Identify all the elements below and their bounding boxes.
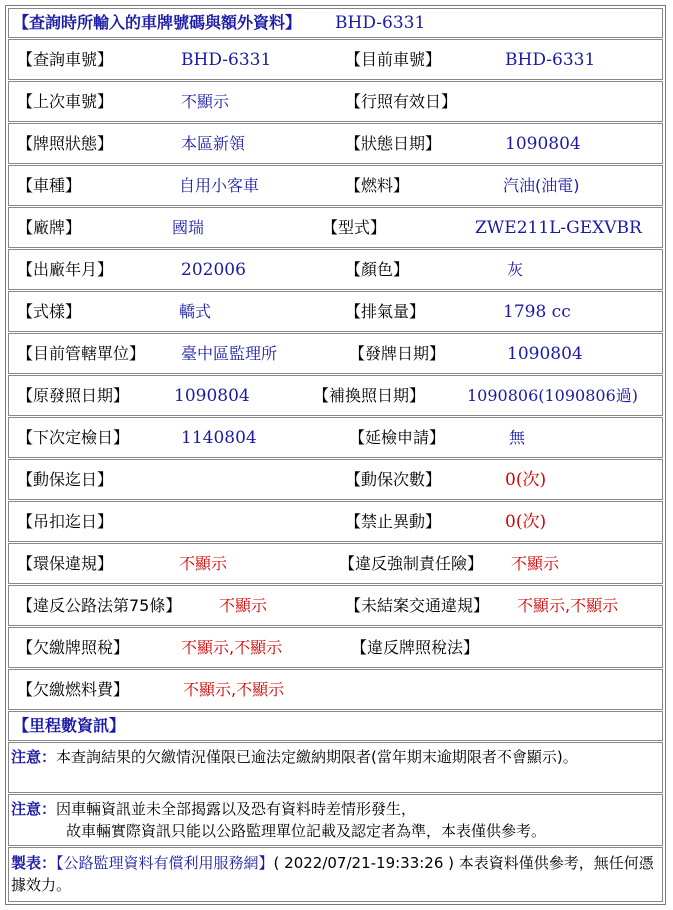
row-unpaid-license-tax <box>8 627 663 668</box>
label-vehicle-type: 【車種】 <box>17 176 82 195</box>
note-overdue-row <box>8 742 663 793</box>
value-insurance-violation: 不顯示 <box>511 554 560 573</box>
vehicle-info-table <box>5 5 666 905</box>
label-suspension-end: 【吊扣迄日】 <box>17 512 114 531</box>
row-vehicle-type <box>8 165 663 206</box>
label-unpaid-license-tax: 【欠繳牌照稅】 <box>17 638 130 657</box>
value-highway-act-violation: 不顯示 <box>219 596 268 615</box>
label-plate-status: 【牌照狀態】 <box>17 134 114 153</box>
value-color: 灰 <box>507 260 524 279</box>
value-body-style: 轎式 <box>179 302 212 321</box>
value-unsettled-traffic-violation: 不顯示,不顯示 <box>517 596 619 615</box>
label-lien-end: 【動保迄日】 <box>17 470 114 489</box>
footer-row <box>8 847 663 902</box>
label-manufacture-date: 【出廠年月】 <box>17 260 114 279</box>
note-disclaimer-key: 注意： <box>11 800 57 818</box>
label-original-license-date: 【原發照日期】 <box>17 386 130 405</box>
value-previous-plate: 不顯示 <box>181 92 230 111</box>
label-license-tax-violation: 【違反牌照稅法】 <box>351 638 480 657</box>
label-status-date: 【狀態日期】 <box>345 134 442 153</box>
label-lien-count: 【動保次數】 <box>345 470 442 489</box>
note-disclaimer <box>11 798 659 842</box>
value-jurisdiction: 臺中區監理所 <box>181 344 278 363</box>
row-lien-end <box>8 459 663 500</box>
note-overdue-text: 本查詢結果的欠繳情況僅限已逾法定繳納期限者(當年期末逾期限者不會顯示)。 <box>56 748 578 766</box>
row-query-plate <box>8 39 663 80</box>
value-plate-status: 本區新領 <box>181 134 246 153</box>
row-environmental-violation <box>8 543 663 584</box>
label-issue-date: 【發牌日期】 <box>349 344 446 363</box>
row-body-style <box>8 291 663 332</box>
row-jurisdiction <box>8 333 663 374</box>
row-highway-act-violation <box>8 585 663 626</box>
label-transfer-ban: 【禁止異動】 <box>345 512 442 531</box>
label-model: 【型式】 <box>322 218 387 237</box>
value-current-plate: BHD-6331 <box>505 50 596 70</box>
label-current-plate: 【目前車號】 <box>345 50 442 69</box>
label-environmental-violation: 【環保違規】 <box>17 554 114 573</box>
row-original-license-date <box>8 375 663 416</box>
title-plate: BHD-6331 <box>335 13 426 33</box>
label-inspection-extension: 【延檢申請】 <box>349 428 446 447</box>
row-manufacture-date <box>8 249 663 290</box>
title-row <box>8 8 663 38</box>
note-disclaimer-row <box>8 794 663 846</box>
value-vehicle-type: 自用小客車 <box>179 176 260 195</box>
mileage-header: 【里程數資訊】 <box>13 716 126 735</box>
row-suspension-end <box>8 501 663 542</box>
footer-note <box>11 852 659 896</box>
label-jurisdiction: 【目前管轄單位】 <box>17 344 146 363</box>
label-fuel: 【燃料】 <box>345 176 410 195</box>
value-manufacture-date: 202006 <box>181 260 246 280</box>
label-query-plate: 【查詢車號】 <box>17 50 114 69</box>
value-original-license-date: 1090804 <box>174 386 250 406</box>
label-displacement: 【排氣量】 <box>345 302 426 321</box>
label-body-style: 【式樣】 <box>17 302 82 321</box>
label-unpaid-fuel-fee: 【欠繳燃料費】 <box>17 680 130 699</box>
value-unpaid-license-tax: 不顯示,不顯示 <box>181 638 283 657</box>
label-reissue-date: 【補換照日期】 <box>313 386 426 405</box>
value-transfer-ban: 0(次) <box>505 512 547 532</box>
footer-key: 製表： <box>11 854 57 872</box>
label-insurance-violation: 【違反強制責任險】 <box>339 554 484 573</box>
note-disclaimer-line2: 故車輛實際資訊只能以公路監理單位記載及認定者為準，本表僅供參考。 <box>66 822 547 840</box>
row-brand <box>8 207 663 248</box>
label-color: 【顏色】 <box>345 260 410 279</box>
note-disclaimer-line1: 因車輛資訊並未全部揭露以及恐有資料時差情形發生， <box>56 800 417 818</box>
row-next-inspection <box>8 417 663 458</box>
value-brand: 國瑞 <box>172 218 205 237</box>
label-next-inspection: 【下次定檢日】 <box>17 428 130 447</box>
row-previous-plate <box>8 81 663 122</box>
footer-text: ( 2022/07/21-19:33:26 ) 本表資料僅供參考，無任何憑據效力。 <box>11 854 654 894</box>
value-environmental-violation: 不顯示 <box>179 554 228 573</box>
value-next-inspection: 1140804 <box>181 428 257 448</box>
value-fuel: 汽油(油電) <box>503 176 580 195</box>
footer-source: 【公路監理資料有償利用服務網】 <box>56 854 274 872</box>
value-issue-date: 1090804 <box>507 344 583 364</box>
label-brand: 【廠牌】 <box>17 218 82 237</box>
note-overdue <box>11 746 659 768</box>
label-license-valid-date: 【行照有效日】 <box>345 92 458 111</box>
mileage-header-row <box>8 711 663 741</box>
value-reissue-date: 1090806(1090806過) <box>467 386 639 405</box>
row-plate-status <box>8 123 663 164</box>
row-unpaid-fuel-fee <box>8 669 663 710</box>
title-prefix: 【查詢時所輸入的車牌號碼與額外資料】 <box>13 13 302 32</box>
value-displacement: 1798 cc <box>503 302 571 322</box>
value-lien-count: 0(次) <box>505 470 547 490</box>
value-query-plate: BHD-6331 <box>181 50 272 70</box>
value-model: ZWE211L-GEXVBR <box>475 218 642 238</box>
label-unsettled-traffic-violation: 【未結案交通違規】 <box>345 596 490 615</box>
label-previous-plate: 【上次車號】 <box>17 92 114 111</box>
value-unpaid-fuel-fee: 不顯示,不顯示 <box>183 680 285 699</box>
note-overdue-key: 注意： <box>11 748 57 766</box>
value-status-date: 1090804 <box>505 134 581 154</box>
value-inspection-extension: 無 <box>509 428 526 447</box>
label-highway-act-violation: 【違反公路法第75條】 <box>17 596 182 615</box>
